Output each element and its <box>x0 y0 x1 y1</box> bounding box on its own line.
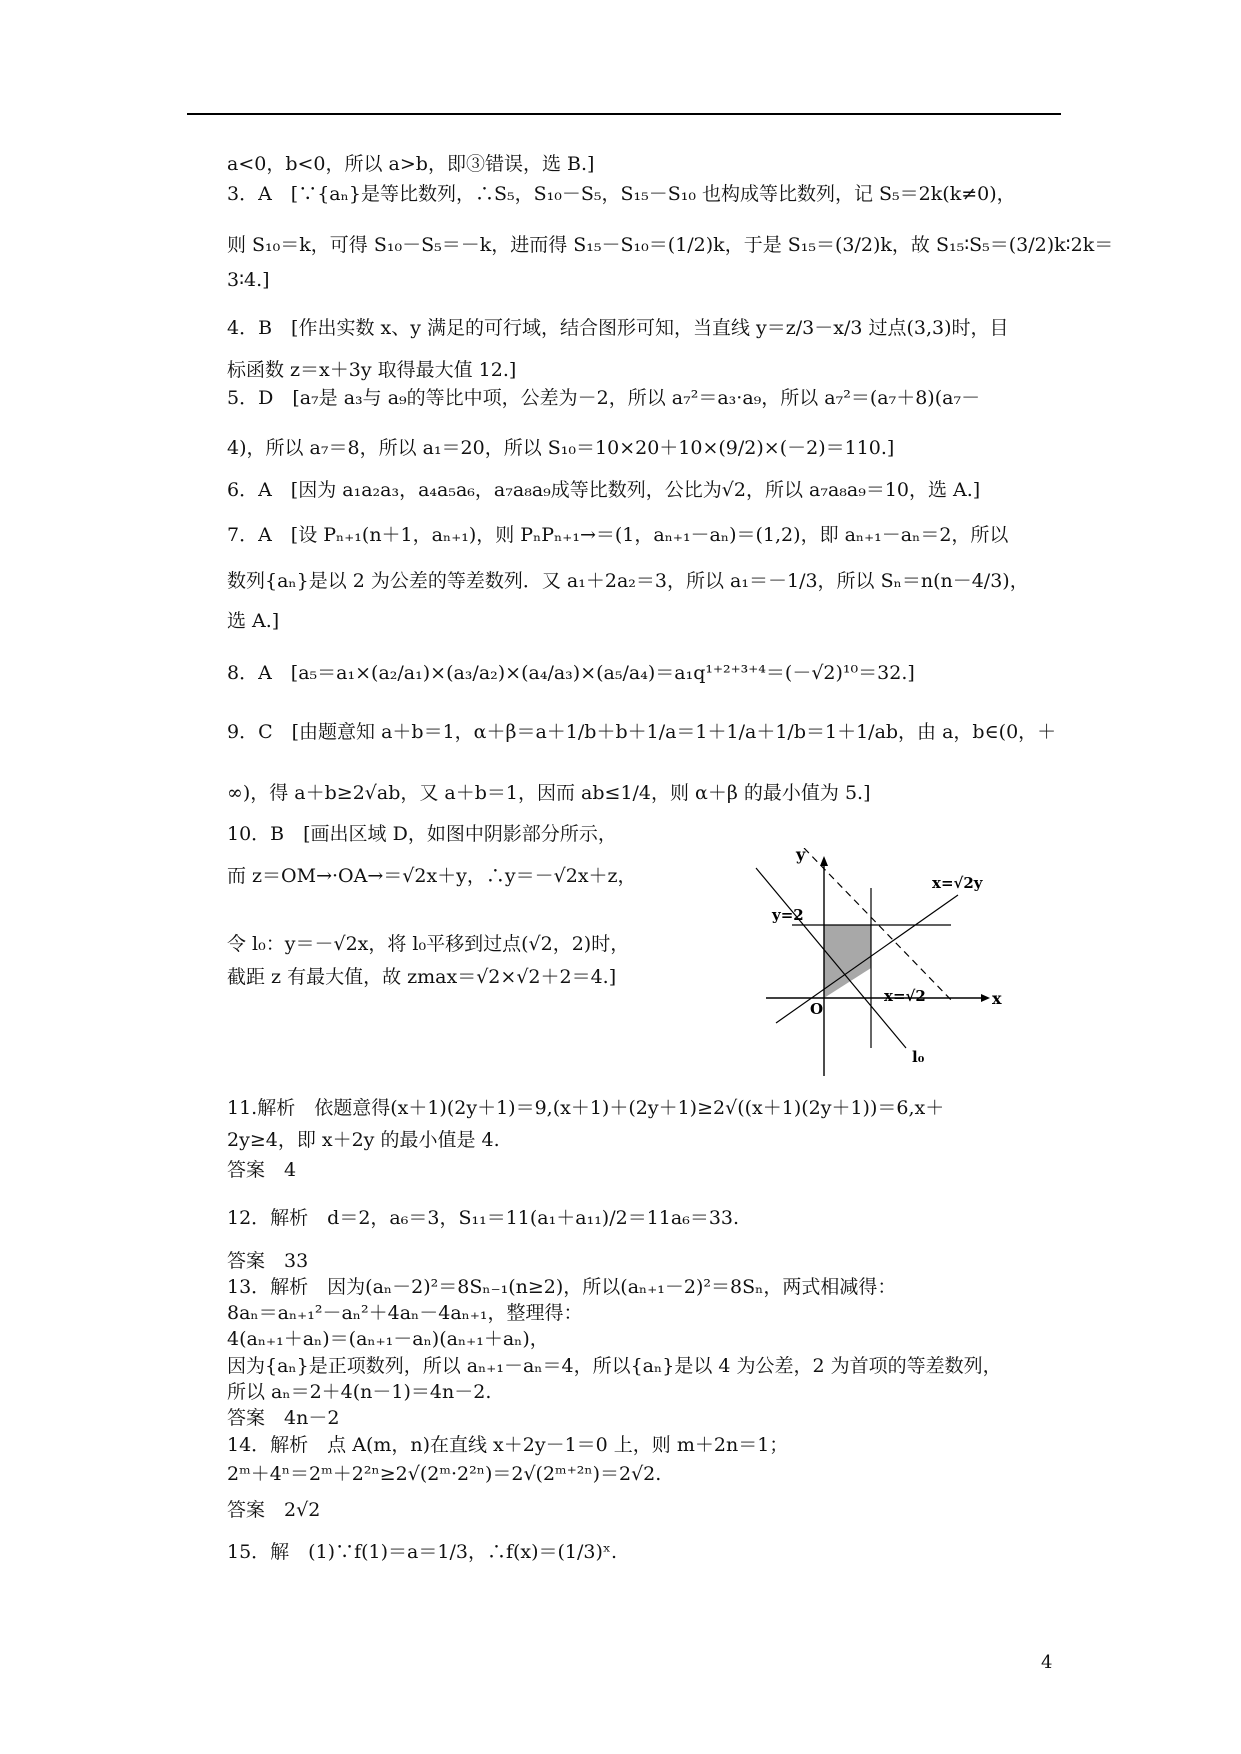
text-line: 数列{aₙ}是以 2 为公差的等差数列．又 a₁＋2a₂＝3，所以 a₁＝－1/3，所以 Sₙ＝n(n－4/3)， <box>227 570 1029 592</box>
label-l0: l₀ <box>912 1048 925 1066</box>
page-number: 4 <box>1041 1652 1053 1673</box>
label-x: x <box>992 989 1002 1008</box>
label-x-sqrt2-y: x=√2y <box>932 874 983 892</box>
text-line: 答案 4 <box>227 1159 297 1181</box>
text-line: a<0，b<0，所以 a>b，即③错误，选 B.] <box>227 153 595 175</box>
text-line: 答案 2√2 <box>227 1499 321 1521</box>
feasible-region-diagram <box>736 848 1006 1078</box>
text-line: 答案 4n－2 <box>227 1407 340 1429</box>
text-line: 则 S₁₀＝k，可得 S₁₀－S₅＝－k，进而得 S₁₅－S₁₀＝(1/2)k，于是 S₁₅＝(3/2)k，故 S₁₅∶S₅＝(3/2)k∶2k＝ <box>227 234 1114 256</box>
y-axis-arrow-icon <box>820 856 828 866</box>
text-line: 7．A [设 Pₙ₊₁(n＋1，aₙ₊₁)，则 PₙPₙ₊₁→＝(1，aₙ₊₁－aₙ)＝(1,2)，即 aₙ₊₁－aₙ＝2，所以 <box>227 524 1009 546</box>
label-x-sqrt2: x=√2 <box>884 987 926 1005</box>
text-line: 13．解析 因为(aₙ－2)²＝8Sₙ₋₁(n≥2)，所以(aₙ₊₁－2)²＝8Sₙ，两式相减得： <box>227 1276 897 1298</box>
text-line: 10．B [画出区域 D，如图中阴影部分所示， <box>227 823 617 845</box>
text-line: 选 A.] <box>227 610 280 632</box>
text-line: 11.解析 依题意得(x＋1)(2y＋1)＝9,(x＋1)＋(2y＋1)≥2√((x＋1)(2y＋1))＝6,x＋ <box>227 1097 945 1119</box>
text-line: 2y≥4，即 x＋2y 的最小值是 4. <box>227 1129 500 1151</box>
text-line: 因为{aₙ}是正项数列，所以 aₙ₊₁－aₙ＝4，所以{aₙ}是以 4 为公差，2 为首项的等差数列， <box>227 1355 1002 1377</box>
header-rule <box>187 113 1061 115</box>
text-line: 标函数 z＝x＋3y 取得最大值 12.] <box>227 359 517 381</box>
label-y2: y=2 <box>772 906 804 924</box>
label-y: y <box>796 848 806 864</box>
text-line: 令 l₀：y＝－√2x，将 l₀平移到过点(√2，2)时， <box>227 933 630 955</box>
text-line: 3．A [∵{aₙ}是等比数列，∴S₅，S₁₀－S₅，S₁₅－S₁₀ 也构成等比数列，记 S₅＝2k(k≠0)， <box>227 183 1016 205</box>
text-line: 答案 33 <box>227 1250 309 1272</box>
text-line: 8．A [a₅＝a₁×(a₂/a₁)×(a₃/a₂)×(a₄/a₃)×(a₅/a₄)＝a₁q¹⁺²⁺³⁺⁴＝(－√2)¹⁰＝32.] <box>227 662 915 684</box>
text-line: ∞)，得 a＋b≥2√ab，又 a＋b＝1，因而 ab≤1/4，则 α＋β 的最小值为 5.] <box>227 782 871 804</box>
x-axis-arrow-icon <box>981 994 990 1002</box>
text-line: 15．解 (1)∵f(1)＝a＝1/3，∴f(x)＝(1/3)ˣ. <box>227 1541 618 1563</box>
text-line: 而 z＝OM→·OA→＝√2x＋y，∴y＝－√2x＋z， <box>227 865 637 887</box>
text-line: 所以 aₙ＝2＋4(n－1)＝4n－2. <box>227 1381 492 1403</box>
text-line: 14．解析 点 A(m，n)在直线 x＋2y－1＝0 上，则 m＋2n＝1； <box>227 1434 789 1456</box>
text-line: 9．C [由题意知 a＋b＝1，α＋β＝a＋1/b＋b＋1/a＝1＋1/a＋1/b＝1＋1/ab，由 a，b∈(0，＋ <box>227 721 1057 743</box>
text-line: 2ᵐ＋4ⁿ＝2ᵐ＋2²ⁿ≥2√(2ᵐ·2²ⁿ)＝2√(2ᵐ⁺²ⁿ)＝2√2. <box>227 1463 662 1485</box>
text-line: 4)，所以 a₇＝8，所以 a₁＝20，所以 S₁₀＝10×20＋10×(9/2)×(－2)＝110.] <box>227 437 895 459</box>
text-line: 4．B [作出实数 x、y 满足的可行域，结合图形可知，当直线 y＝z/3－x/3 过点(3,3)时，目 <box>227 317 1009 339</box>
text-line: 8aₙ＝aₙ₊₁²－aₙ²＋4aₙ－4aₙ₊₁，整理得： <box>227 1302 583 1324</box>
text-line: 4(aₙ₊₁＋aₙ)＝(aₙ₊₁－aₙ)(aₙ₊₁＋aₙ)， <box>227 1328 549 1350</box>
text-line: 12．解析 d＝2，a₆＝3，S₁₁＝11(a₁＋a₁₁)/2＝11a₆＝33. <box>227 1207 740 1229</box>
text-line: 3∶4.] <box>227 269 270 291</box>
label-origin: O <box>810 1000 824 1018</box>
text-line: 6．A [因为 a₁a₂a₃，a₄a₅a₆，a₇a₈a₉成等比数列，公比为√2，所以 a₇a₈a₉＝10，选 A.] <box>227 479 981 501</box>
text-line: 截距 z 有最大值，故 zmax＝√2×√2＋2＝4.] <box>227 966 617 988</box>
text-line: 5．D [a₇是 a₃与 a₉的等比中项，公差为－2，所以 a₇²＝a₃·a₉，所以 a₇²＝(a₇＋8)(a₇－ <box>227 387 981 409</box>
